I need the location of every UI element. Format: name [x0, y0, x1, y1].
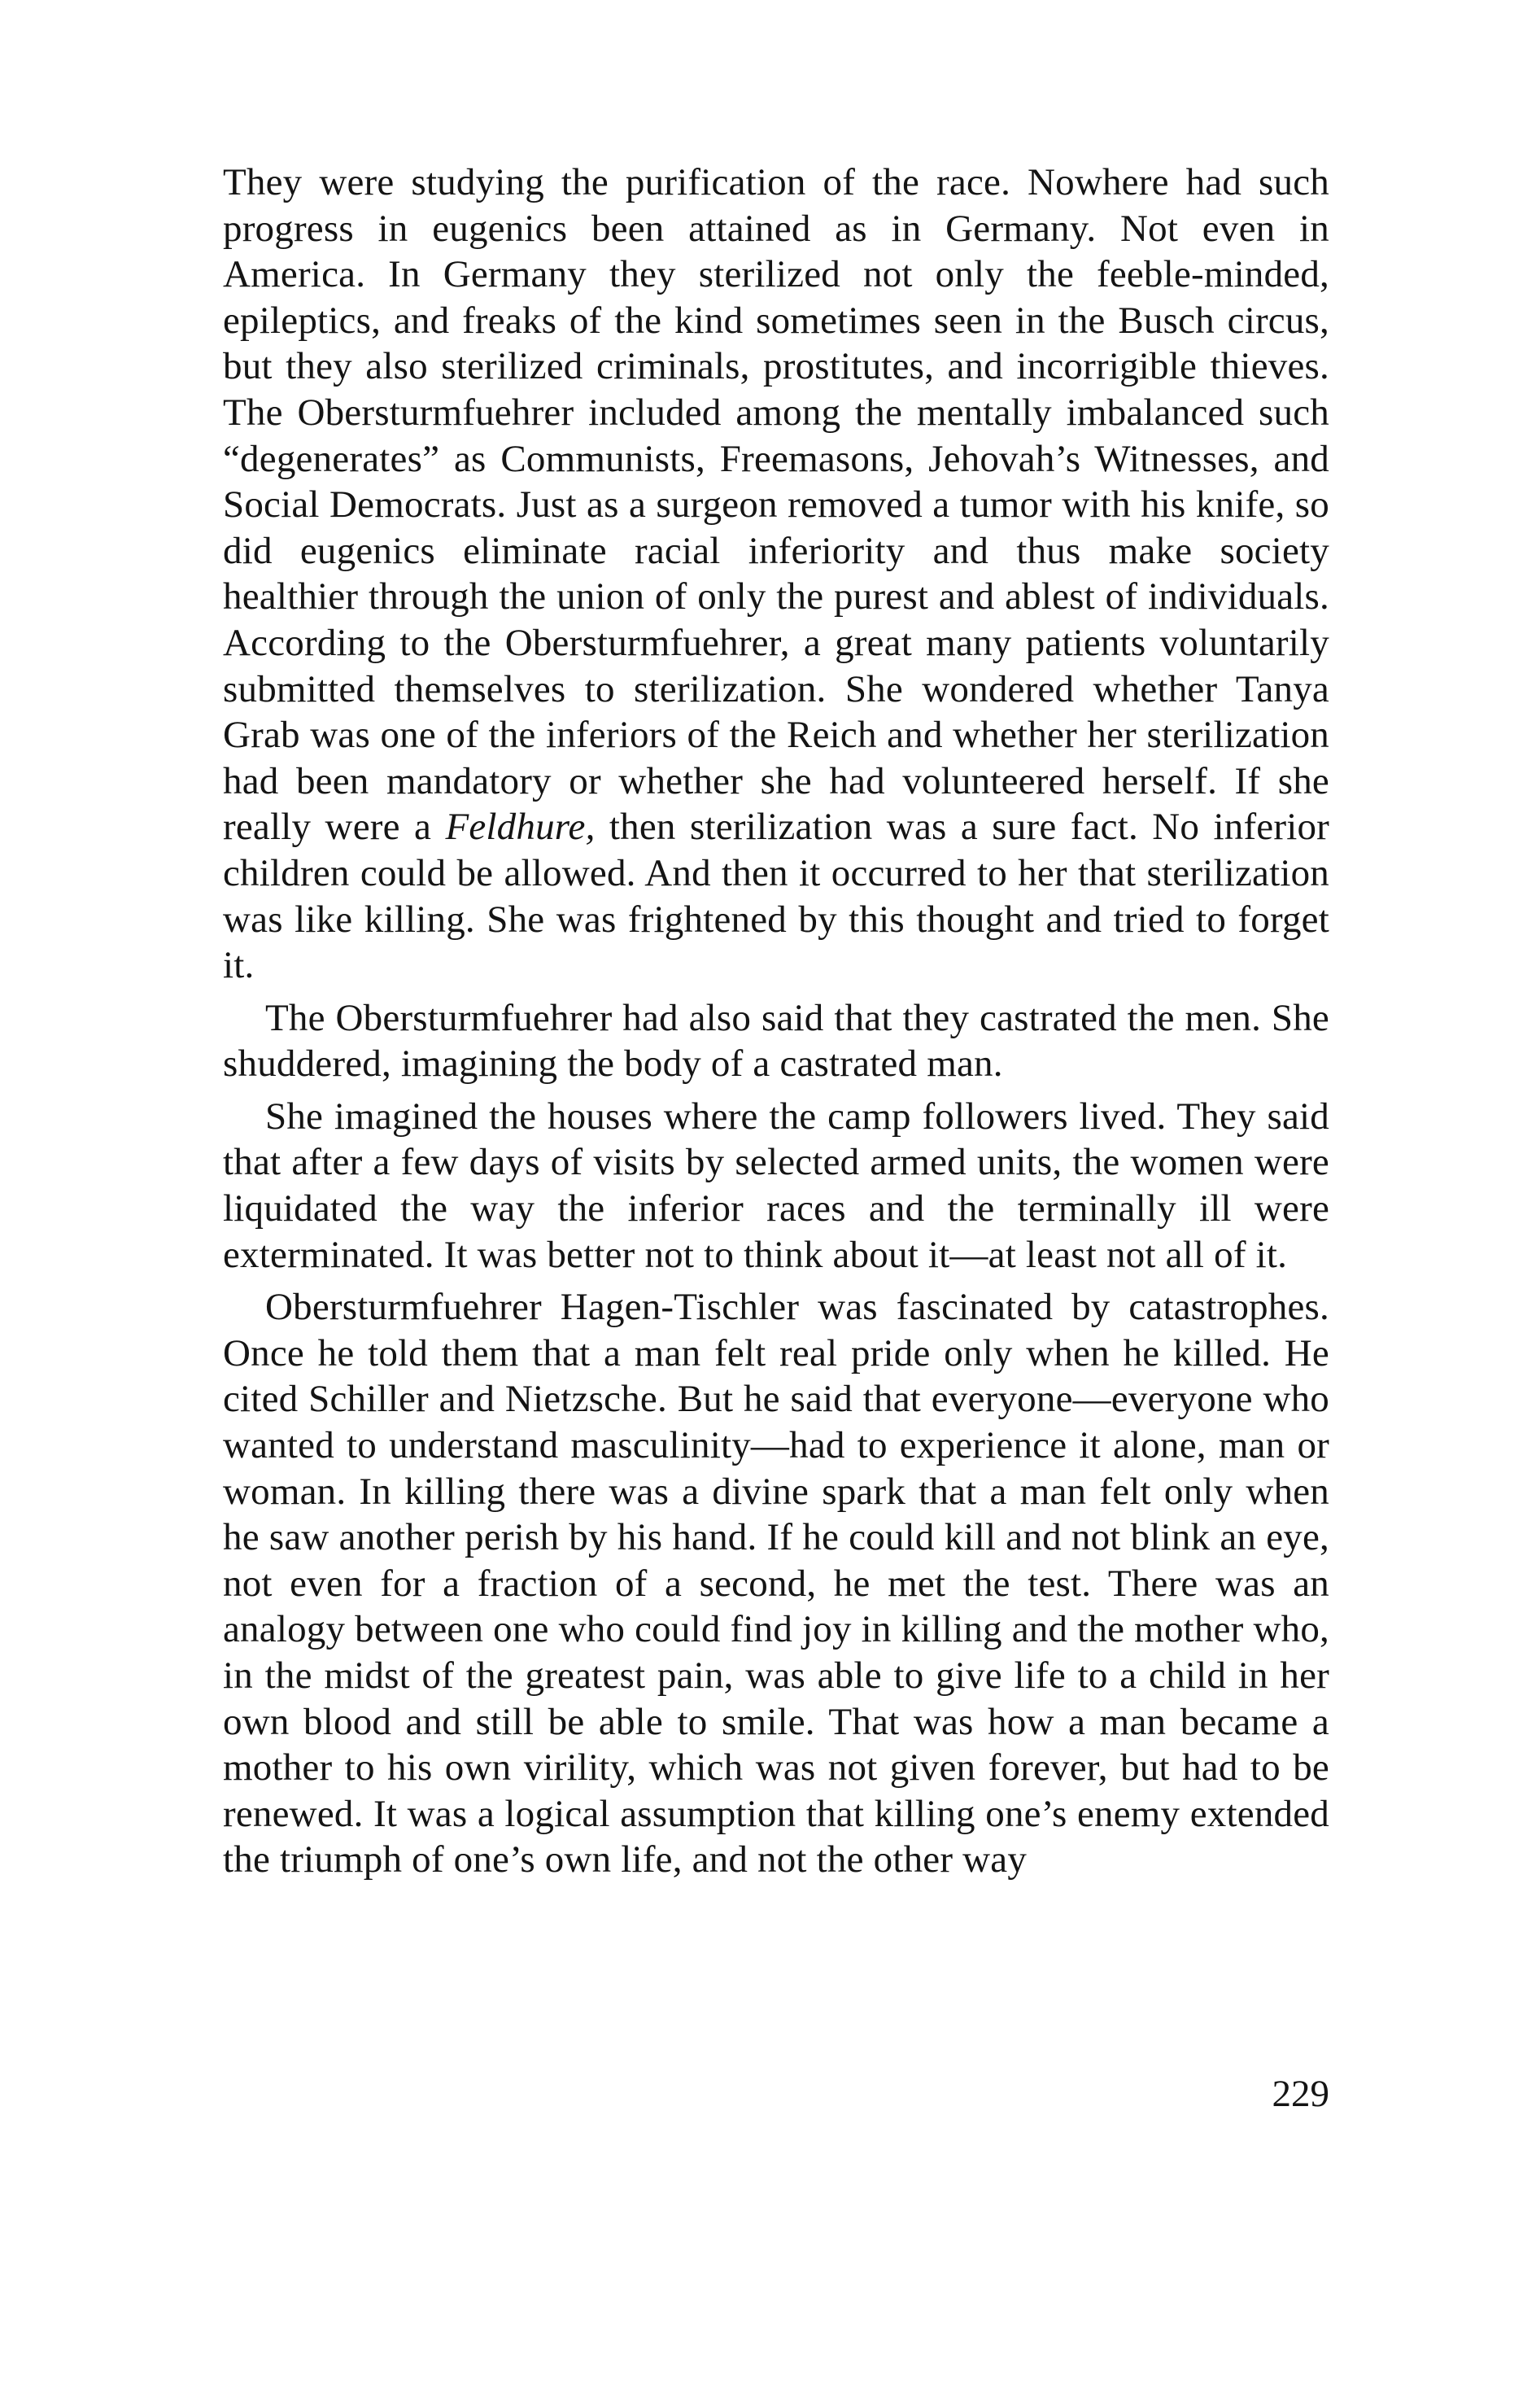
paragraph-1-text-after: then sterilization was a sure fact. No inferior children could be allowed. And then it occurred to her that sterilization was like killing. She was frightened by this thought and tried to forget it. [223, 806, 1330, 987]
paragraph-2: The Obersturmfuehrer had also said that they castrated the men. She shuddered, imagining the body of a castrated man. [223, 996, 1329, 1086]
paragraph-1 [223, 160, 1329, 989]
paragraph-4: Obersturmfuehrer Hagen-Tischler was fascinated by catastrophes. Once he told them that a man felt real pride only when he killed. He cited Schiller and Nietzsche. But he said that everyone—everyone who wanted to understand masculinity—had to experience it alone, man or woman. In killing there was a divine spark that a man felt only when he saw another perish by his hand. If he could kill and not blink an eye, not even for a fraction of a second, he met the test. There was an analogy between one who could find joy in killing and the mother who, in the midst of the greatest pain, was able to give life to a child in her own blood and still be able to smile. That was how a man became a mother to his own virility, which was not given forever, but had to be renewed. It was a logical assumption that killing one’s enemy extended the triumph of one’s own life, and not the other way [223, 1286, 1329, 1881]
paragraph-1-italic-term: Feldhure, [445, 806, 596, 849]
paragraph-3: She imagined the houses where the camp followers lived. They said that after a few days of visits by selected armed units, the women were liquidated the way the inferior races and the terminally ill were exterminated. It was better not to think about it—at least not all of it. [223, 1095, 1329, 1276]
page-body [223, 160, 1329, 1883]
paragraph-1-text-before: They were studying the purification of the race. Nowhere had such progress in eugenics been attained as in Germany. Not even in America. In Germany they sterilized not only the feeble-minded, epileptics, and freaks of the kind sometimes seen in the Busch circus, but they also sterilized criminals, prostitutes, and incorrigible thieves. The Obersturmfuehrer included among the mentally imbalanced such “degenerates” as Communists, Freemasons, Jehovah’s Witnesses, and Social Democrats. Just as a surgeon removed a tumor with his knife, so did eugenics eliminate racial inferiority and thus make society healthier through the union of only the purest and ablest of individuals. According to the Obersturmfuehrer, a great many patients voluntarily submitted themselves to sterilization. She wondered whether Tanya Grab was one of the inferiors of the Reich and whether her sterilization had been mandatory or whether she had volunteered herself. If she really were a [223, 161, 1329, 849]
page-number: 229 [1272, 2073, 1329, 2115]
